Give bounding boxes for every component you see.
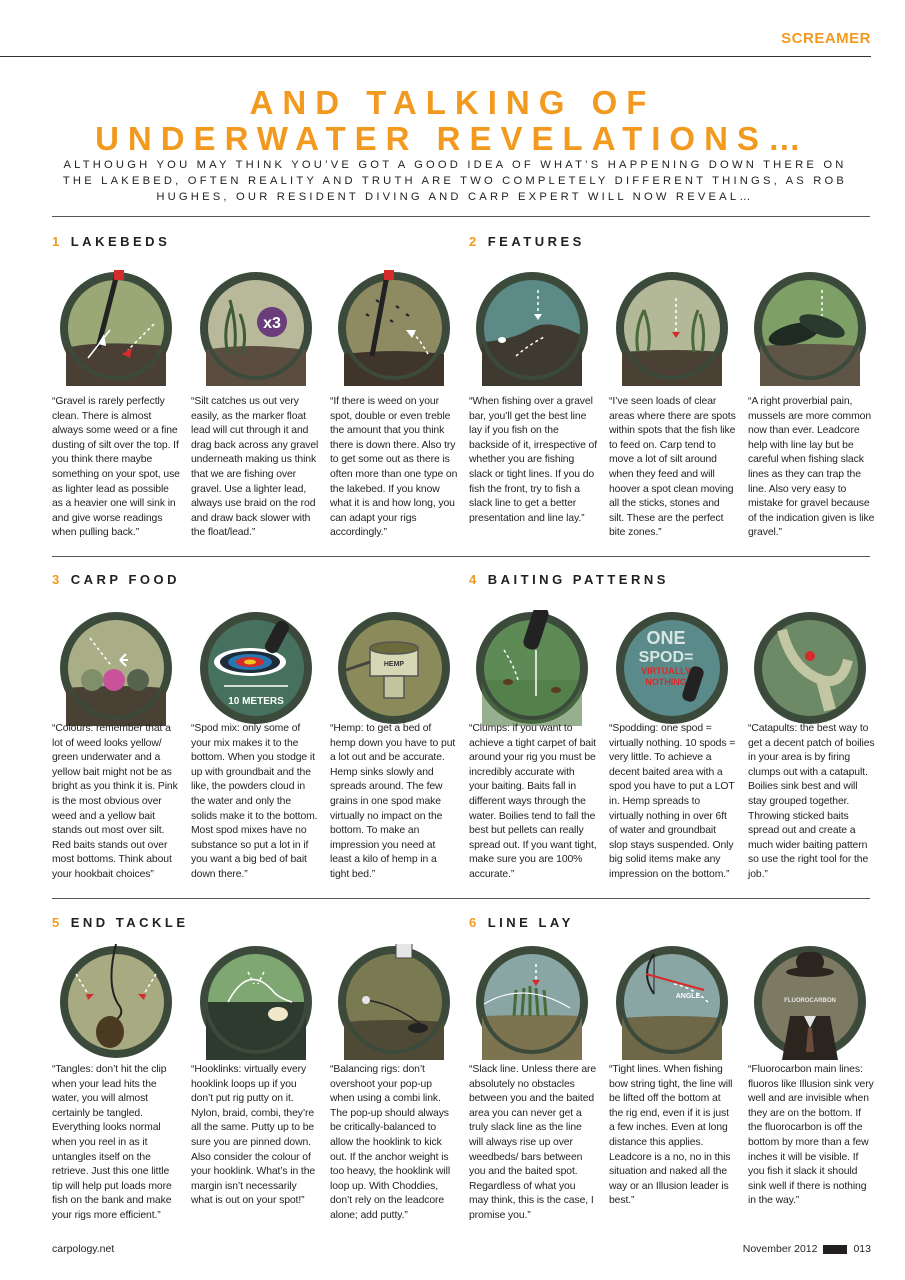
section-number: 2 (469, 234, 480, 249)
caption-clear-areas: “I’ve seen loads of clear areas where there are spots within spots that the fish like to feed on. Carp tend to move a lot of silt around when they feed and will hoover a spot clean moving all the sticks, stones and silt. These are the perfect bite zones.” (609, 396, 736, 539)
section-number: 5 (52, 915, 63, 930)
clear-spot-icon (614, 270, 730, 386)
nothing-label: NOTHING (645, 677, 687, 687)
caption-colours: “Colours: remember that a lot of weed looks yellow/ green underwater and a yellow bait might not be as bright as you think it is. Pink is the most obvious over weed and a yellow bait stands out most over silt. Red baits stands out over most bottoms. Think about your hookbait choices” (52, 723, 178, 880)
divider-3 (52, 898, 870, 899)
section-label: FEATURES (487, 234, 585, 249)
caption-fluorocarbon: “Fluorocarbon main lines: fluoros like Illusion sink very well and are invisible when they are on the bottom. If the fluorocarbon is off the bottom by more than a few inches it will be visible. If you fish it slack it should sink well if there is nothing in the way.” (748, 1064, 874, 1207)
caption-weed: “If there is weed on your spot, double or even treble the amount that you think there is down there. Also try to get some out as there is often more than one type on the lakebed. If you know what it is and how long, you can adapt your rigs accordingly.” (330, 396, 458, 539)
tight-line-icon (614, 944, 730, 1060)
gravel-marker-icon (58, 270, 174, 386)
section-heading-baiting-patterns (469, 572, 669, 587)
caption-hooklinks: “Hooklinks: virtually every hooklink loops up if you don’t put rig putty on it. Nylon, braid, combi, they’re all the same. Putty up to be sure you are pinned down. Also consider the colour of your hooklink. What’s in the margin isn’t necessarily what is out on your spot!” (191, 1064, 316, 1207)
caption-balancing-rigs: “Balancing rigs: don’t overshoot your pop-up when using a combi link. The pop-up should always be critically-balanced to allow the hooklink to kick out. If the anchor weight is too heavy, the hooklink will loop up. With Choddies, don’t rely on the leadcore alone; add putty.” (330, 1064, 451, 1221)
weed-marker-icon (336, 270, 452, 386)
slack-line-icon (474, 944, 590, 1060)
caption-hemp: “Hemp: to get a bed of hemp down you have to put a lot out and be accurate. Hemp sinks slowly and spreads around. The few grains in one spod make virtually no impact on the bottom. To make an impression you need at least a kilo of hemp in a tight bed.” (330, 723, 456, 880)
section-heading-line-lay (469, 915, 574, 930)
caption-tight-lines: “Tight lines. When fishing bow string tight, the line will be lifted off the bottom at the rig end, even if it is just a few inches. Even at long distance this applies. Leadcore is a no, no in this situation and naked all the way or an Illusion leader is best.” (609, 1064, 733, 1207)
one-spod-icon (614, 610, 730, 726)
section-heading-features (469, 234, 585, 249)
caption-gravel-bar: “When fishing over a gravel bar, you’ll get the best line lay if you fish on the backside of it, irrespective of whether you are fishing slack or tight lines. If you do fish the front, try to fish a slack line to get a better presentation and line lay.” (469, 396, 597, 524)
footer-issue (743, 1243, 871, 1255)
intro-text: ALTHOUGH YOU MAY THINK YOU’VE GOT A GOOD IDEA OF WHAT’S HAPPENING DOWN THERE ON THE LAKEBED, OFTEN REALITY AND TRUTH ARE TWO COMPLETELY DIFFERENT THINGS, AS ROB HUGHES, OUR RESIDENT DIVING AND CARP EXPERT WILL NOW REVEAL… (62, 159, 848, 203)
mussels-icon (752, 270, 868, 386)
caption-spodding: “Spodding: one spod = virtually nothing. 10 spods = very little. To achieve a decent baited area with a spod you have to put a LOT in. Hemp spreads to virtually nothing in over 6ft of water and groundbait slop stays suspended. Only big solid items make any impression on the bottom.” (609, 723, 736, 880)
bait-colours-icon (58, 610, 174, 726)
section-number: 6 (469, 915, 480, 930)
magazine-logo-icon (823, 1245, 847, 1254)
spod-equals-label: SPOD= (638, 649, 694, 666)
ten-meters-label: 10 METERS (228, 696, 284, 707)
fluorocarbon-label: FLUOROCARBON (784, 998, 836, 1004)
section-number: 1 (52, 234, 63, 249)
hemp-pan-icon (336, 610, 452, 726)
footer-page-number: 013 (853, 1243, 871, 1255)
caption-spod-mix: “Spod mix: only some of your mix makes it to the bottom. When you stodge it up with groundbait and the like, the powders cloud in the water and only the solids make it to the bottom. Most spod mixes have no substance so put a lot in if you want a big bed of bait down there.” (191, 723, 318, 880)
fluorocarbon-icon (752, 944, 868, 1060)
divider-1 (52, 216, 870, 217)
caption-tangles: “Tangles: don’t hit the clip when your lead hits the water, you will almost certainly be tangled. Everything looks normal when you reel in as it untangles itself on the retrieve. Just this one little tip will help put loads more fish on the bank and make your rigs more efficient.” (52, 1064, 172, 1221)
section-heading-carp-food (52, 572, 180, 587)
bait-clumps-icon (474, 610, 590, 726)
caption-silt: “Silt catches us out very easily, as the marker float lead will cut through it and drag back across any gravel underneath making us think that we are fishing over gravel. Use a lighter lead, always use braid on the rod and draw back slower with the float/lead.” (191, 396, 319, 539)
catapult-icon (752, 610, 868, 726)
caption-catapults: “Catapults: the best way to get a decent patch of boilies in your area is by firing clumps out with a catapult. Boilies sink best and will stay grouped together. Throwing sticked baits spread out and create a much wider baiting pattern so use the right tool for the job.” (748, 723, 875, 880)
times-three-label: x3 (263, 315, 281, 332)
spod-target-icon (198, 610, 314, 726)
page-title-line-1: AND TALKING OF (249, 84, 656, 121)
caption-slack-line: “Slack line. Unless there are absolutely no obstacles between you and the baited area you can never get a truly slack line as the line will always rise up over weedbeds/ bars between you and the baited spot. Regardless of what you may think, this is the case, I promise you.” (469, 1064, 597, 1221)
section-label: CARP FOOD (70, 572, 180, 587)
balanced-rig-icon (336, 944, 452, 1060)
footer-site-link[interactable]: carpology.net (52, 1243, 115, 1255)
section-label: LINE LAY (487, 915, 574, 930)
tangled-lead-icon (58, 944, 174, 1060)
section-label: BAITING PATTERNS (487, 572, 669, 587)
silt-weed-icon (198, 270, 314, 386)
section-label: LAKEBEDS (70, 234, 171, 249)
angle-label: ANGLE (675, 993, 701, 1000)
caption-clumps: “Clumps: if you want to achieve a tight carpet of bait around your rig you must be incredibly accurate with your baiting. Baits fall in different ways through the water. Boilies tend to fall the best but pellets can really spread out. If you want tight, make sure you are 100% accurate.” (469, 723, 597, 880)
section-heading-lakebeds (52, 234, 170, 249)
section-heading-end-tackle (52, 915, 189, 930)
divider-2 (52, 556, 870, 557)
caption-mussels: “A right proverbial pain, mussels are more common now than ever. Leadcore help with line lay but be careful when fishing slack lines as they can trap the line. Also very easy to mistake for gravel because of the indication given is like gravel.” (748, 396, 875, 539)
virtually-label: VIRTUALLY (641, 666, 691, 676)
hemp-label: HEMP (383, 661, 405, 668)
section-tag: SCREAMER (781, 30, 871, 47)
page-title-line-2: UNDERWATER REVELATIONS… (95, 120, 810, 157)
footer-date: November 2012 (742, 1243, 818, 1255)
section-number: 4 (469, 572, 480, 587)
top-rule (0, 56, 871, 57)
caption-gravel: “Gravel is rarely perfectly clean. There is almost always some weed or a fine dusting of silt over the top. If you think there maybe something on your spot, use as lighter lead as possible as a heavier one will sink in and give worse readings when pulling back.” (52, 396, 180, 539)
section-label: END TACKLE (70, 915, 189, 930)
section-number: 3 (52, 572, 63, 587)
one-label: ONE (646, 628, 686, 648)
gravel-bar-icon (474, 270, 590, 386)
hooklink-loop-icon (198, 944, 314, 1060)
